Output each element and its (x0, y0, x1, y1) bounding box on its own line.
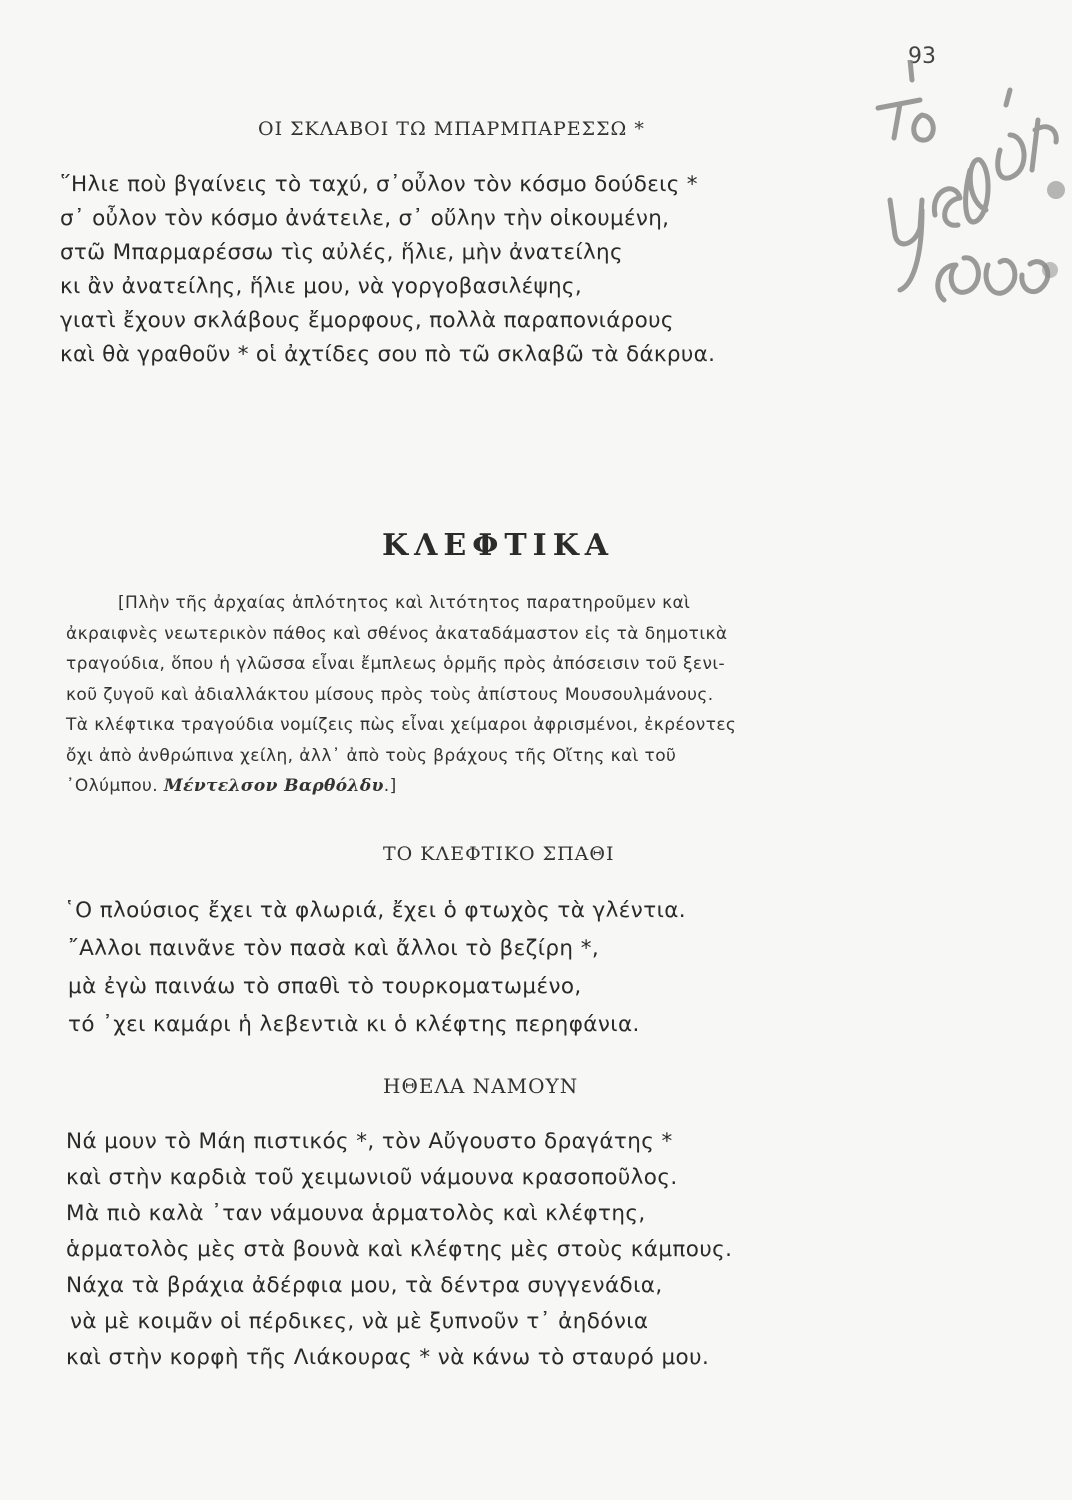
poem-title-spathi: ΤΟ ΚΛΕΦΤΙΚΟ ΣΠΑΘΙ (383, 843, 615, 865)
verse-line: στῶ Μπαρμαρέσσω τὶς αὐλές, ἥλιε, μὴν ἀνατείλης (60, 240, 623, 265)
intro-line: ὄχι ἀπὸ ἀνθρώπινα χείλη, ἀλλ᾽ ἀπὸ τοὺς βράχους τῆς Οἴτης καὶ τοῦ (66, 745, 677, 766)
handwritten-pencil-note (860, 60, 1065, 320)
poem-verses-ithela-namoun (66, 1124, 732, 1376)
verse-line: ῞Ηλιε ποὺ βγαίνεις τὸ ταχύ, σ᾽οὖλον τὸν κόσμο δούδεις * (60, 172, 698, 197)
poem-verses-sklavoi (60, 168, 715, 372)
verse-line: κι ἂν ἀνατείλης, ἥλιε μου, νὰ γοργοβασιλέψης, (60, 274, 582, 299)
verse-line: καὶ στὴν κορφὴ τῆς Λιάκουρας * νὰ κάνω τὸ σταυρό μου. (66, 1345, 710, 1370)
verse-line: γιατὶ ἔχουν σκλάβους ἔμορφους, πολλὰ παραπονιάρους (60, 308, 674, 333)
intro-line: ἀκραιφνὲς νεωτερικὸν πάθος καὶ σθένος ἀκαταδάμαστον εἰς τὰ δημοτικὰ (66, 623, 728, 644)
poem-title-ithela-namoun: ΗΘΕΛΑ ΝΑΜΟΥΝ (383, 1074, 579, 1098)
verse-line: σ᾽ οὖλον τὸν κόσμο ἀνάτειλε, σ᾽ οὔλην τὴν οἰκουμένη, (60, 206, 670, 231)
intro-line: τραγούδια, ὅπου ἡ γλῶσσα εἶναι ἔμπλεως ὁρμῆς πρὸς ἀπόσεισιν τοῦ ξενι- (66, 654, 726, 674)
verse-line: τό ᾽χει καμάρι ἡ λεβεντιὰ κι ὁ κλέφτης περηφάνια. (68, 1012, 640, 1037)
page-number: 93 (908, 44, 936, 69)
quote-author: Μέντελσον Βαρθόλδυ (163, 776, 384, 796)
section-heading-kleftika: ΚΛΕΦΤΙΚΑ (382, 528, 615, 563)
section-intro-paragraph (66, 588, 736, 802)
verse-line: ῎Αλλοι παινᾶνε τὸν πασὰ καὶ ἄλλοι τὸ βεζίρη *, (68, 936, 600, 961)
intro-line: [Πλὴν τῆς ἀρχαίας ἁπλότητος καὶ λιτότητος παρατηροῦμεν καὶ (118, 593, 691, 613)
verse-line: καὶ στὴν καρδιὰ τοῦ χειμωνιοῦ νάμουνα κρασοποῦλος. (66, 1165, 678, 1190)
verse-line: Νά μουν τὸ Μάη πιστικός *, τὸν Αὔγουστο δραγάτης * (66, 1129, 673, 1154)
verse-line: νὰ μὲ κοιμᾶν οἱ πέρδικες, νὰ μὲ ξυπνοῦν τ᾽ ἀηδόνια (70, 1309, 649, 1334)
verse-line: καὶ θὰ γραθοῦν * οἱ ἀχτίδες σου πὸ τῶ σκλαβῶ τὰ δάκρυα. (60, 342, 716, 367)
verse-line: μὰ ἐγὼ παινάω τὸ σπαθὶ τὸ τουρκοματωμένο, (68, 974, 582, 999)
poem-verses-spathi (64, 892, 686, 1044)
poem-title-sklavoi: ΟΙ ΣΚΛΑΒΟΙ ΤΩ ΜΠΑΡΜΠΑΡΕΣΣΩ * (258, 118, 645, 140)
intro-line: κοῦ ζυγοῦ καὶ ἀδιαλλάκτου μίσους πρὸς τοὺς ἀπίστους Μουσουλμάνους. (66, 684, 714, 705)
intro-line-last (66, 771, 736, 802)
intro-last-prefix: ᾽Ολύμπου. (66, 776, 164, 796)
verse-line: ῾Ο πλούσιος ἔχει τὰ φλωριά, ἔχει ὁ φτωχὸς τὰ γλέντια. (64, 898, 687, 923)
verse-line: ἁρματολὸς μὲς στὰ βουνὰ καὶ κλέφτης μὲς στοὺς κάμπους. (66, 1237, 733, 1262)
intro-line: Τὰ κλέφτικα τραγούδια νομίζεις πὼς εἶναι χείμαροι ἀφρισμένοι, ἐκρέοντες (66, 715, 737, 735)
verse-line: Νάχα τὰ βράχια ἀδέρφια μου, τὰ δέντρα συγγενάδια, (66, 1273, 663, 1298)
intro-last-suffix: .] (383, 776, 397, 796)
verse-line: Μὰ πιὸ καλὰ ᾽ταν νάμουνα ἁρματολὸς καὶ κλέφτης, (66, 1201, 646, 1226)
